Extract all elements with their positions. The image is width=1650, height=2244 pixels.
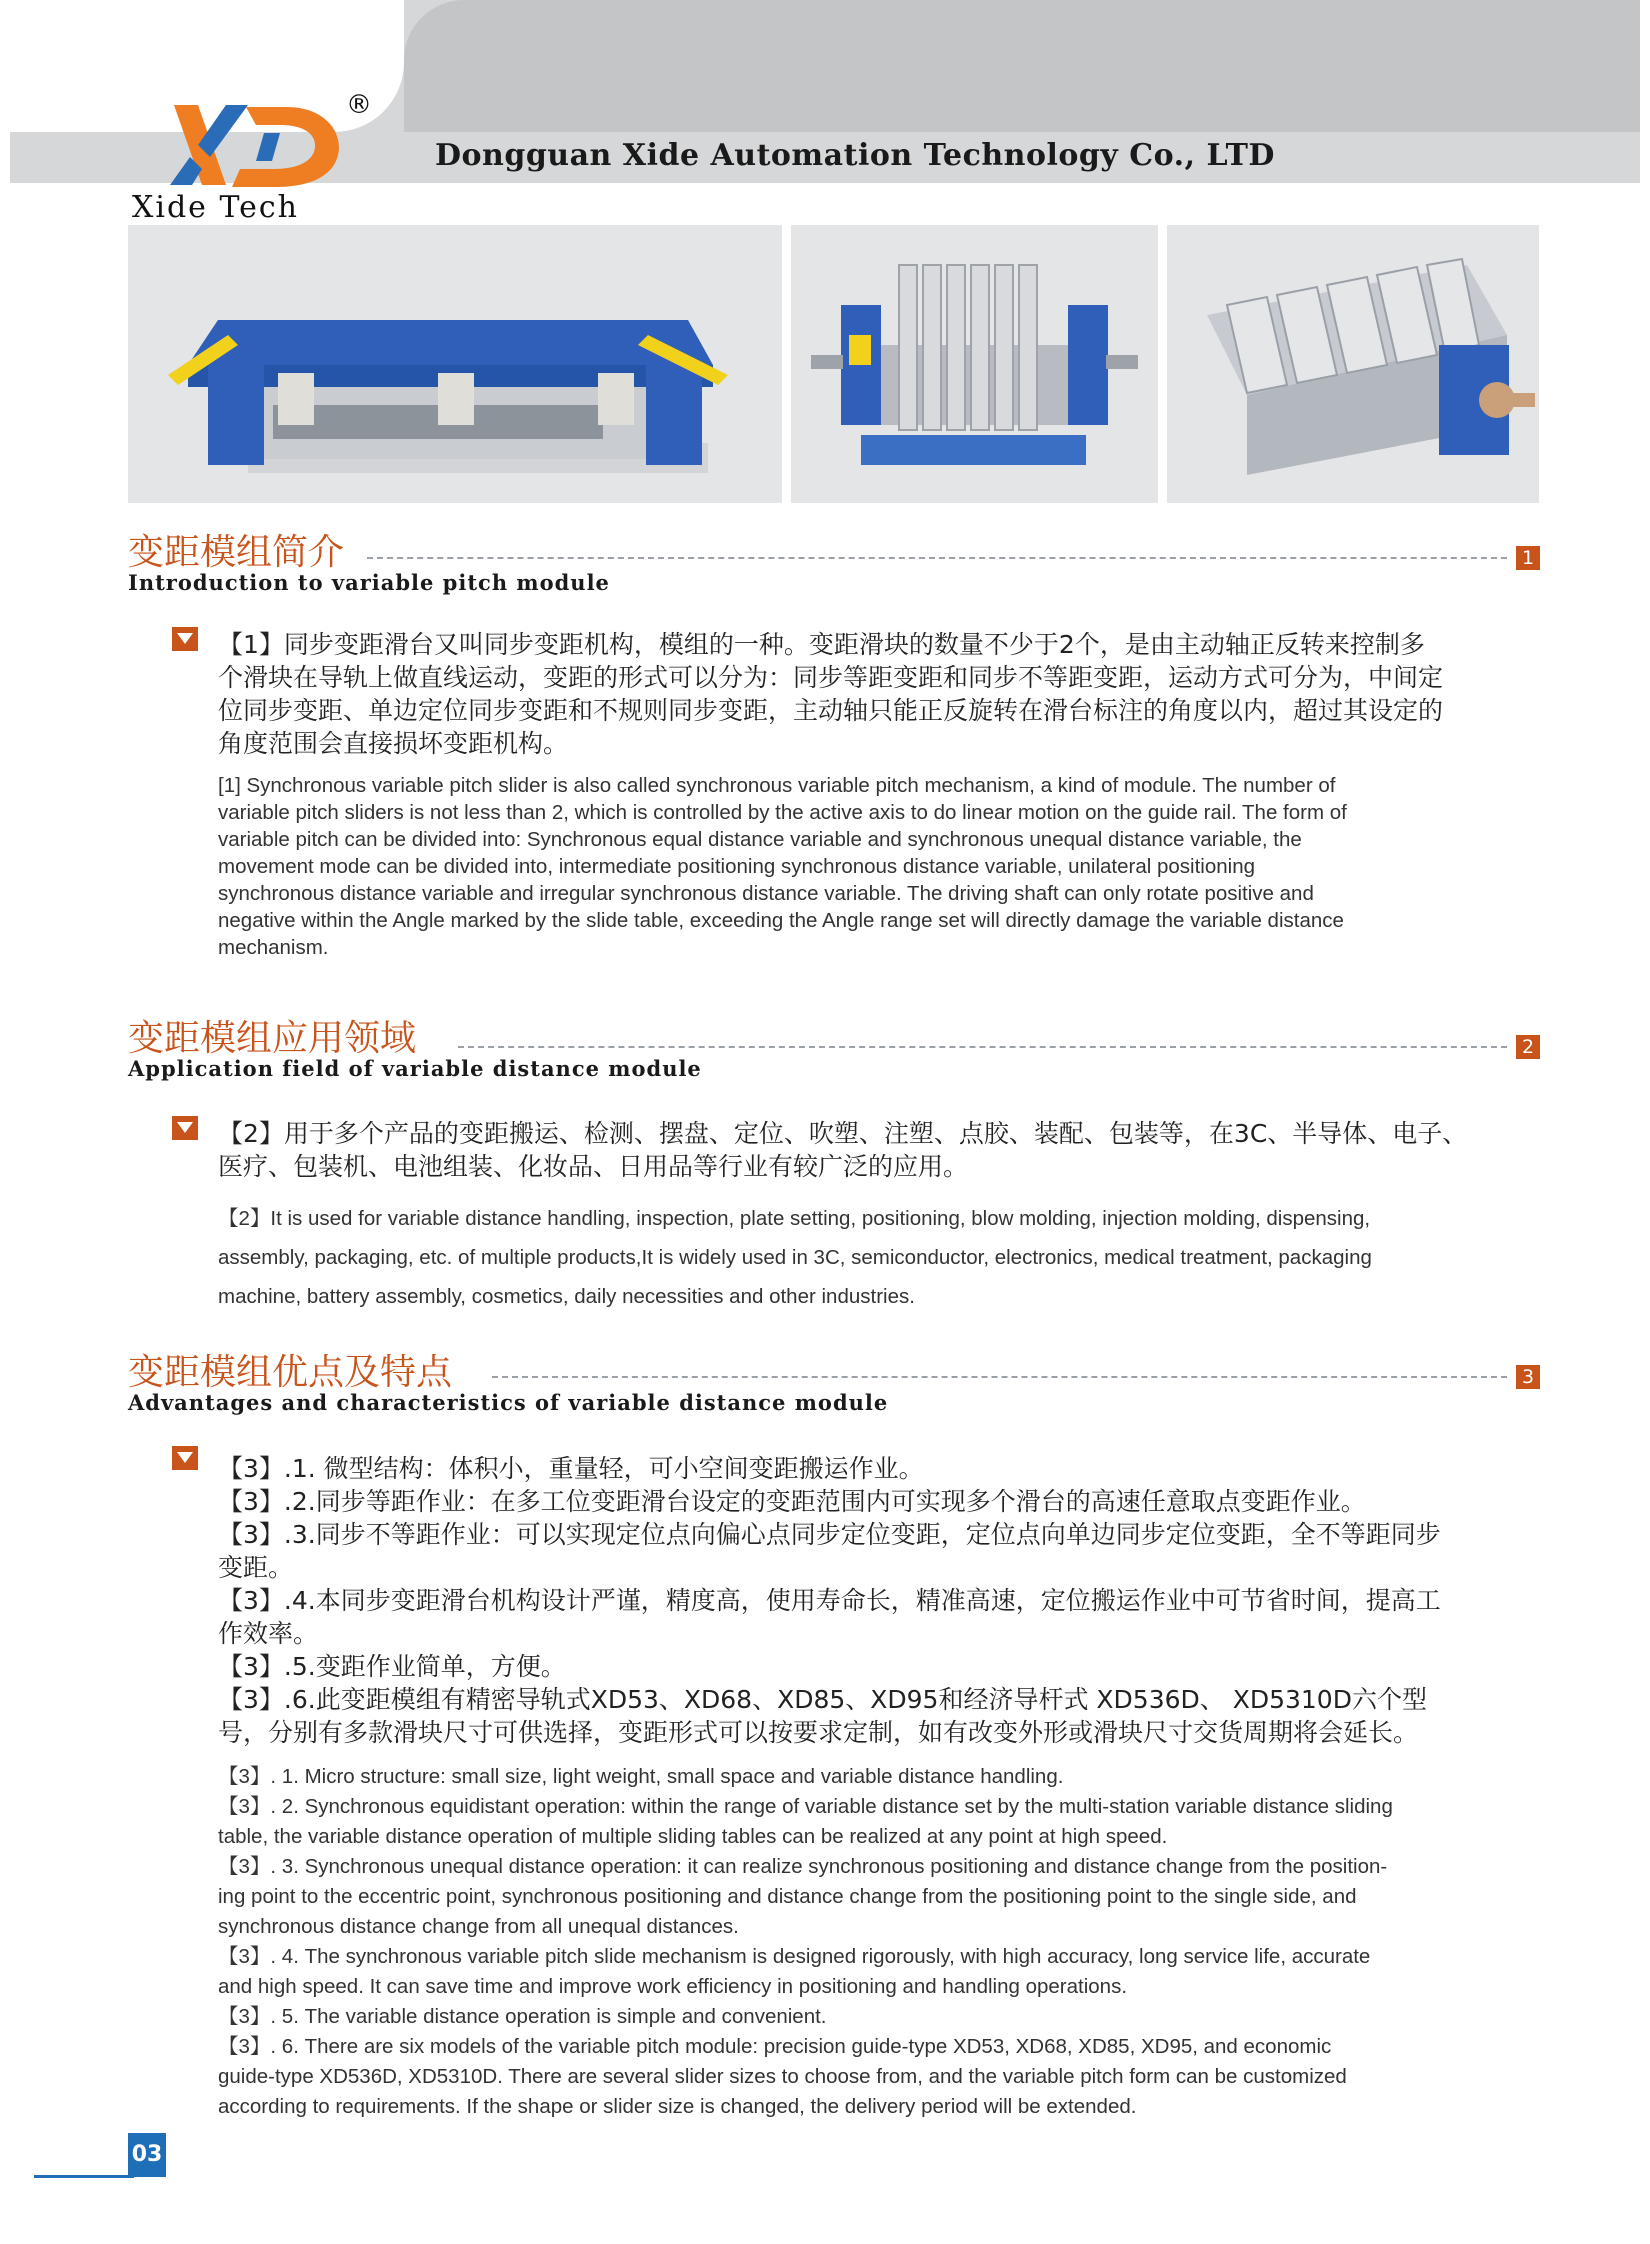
section-1-english-text: [1] Synchronous variable pitch slider is also called synchronous variable pitch mechanism, a kind of module. The number of variable pitch sliders is not less than 2, which is controlled by the active axis to do linear motion on the guide rail. The form of variable pitch can be divided into: Synchronous equal distance variable and synchronous unequal distance variable, the movement mode can be divided into, intermediate positioning synchronous distance variable, unilateral positioning synchronous distance variable and irregular synchronous distance variable. The driving shaft can only rotate positive and negative within the Angle marked by the slide table, exceeding the Angle range set will directly damage the variable distance mechanism. bbox=[218, 774, 1347, 959]
section-3-title: 变距模组优点及特点 bbox=[128, 1352, 453, 1393]
section-1-divider bbox=[367, 557, 1507, 559]
section-2-english-text: 【2】It is used for variable distance handling, inspection, plate setting, positioning, blow molding, injection molding, dispensing, assembly, packaging, etc. of multiple products,It is widely used in 3C, semiconductor, electronics, medical treatment, packaging machine, battery assembly, cosmetics, daily necessities and other industries. bbox=[218, 1207, 1372, 1308]
company-name: Dongguan Xide Automation Technology Co., LTD bbox=[435, 138, 1275, 173]
section-3-english-text: 【3】. 1. Micro structure: small size, light weight, small space and variable distance handling. 【3】. 2. Synchronous equidistant operation: within the range of variable distance set by the multi-station variable distance sliding table, the variable distance operation of multiple sliding tables can be realized at any point at high speed. 【3】. 3. Synchronous unequal distance operation: it can realize synchronous positioning and distance change from the position- ing point to the eccentric point, synchronous positioning and distance change from the positioning point to the single side, and synchronous distance change from all unequal distances. 【3】. 4. The synchronous variable pitch slide mechanism is designed rigorously, with high accuracy, long service life, accurate and high speed. It can save time and improve work efficiency in positioning and handling operations. 【3】. 5. The variable distance operation is simple and convenient. 【3】. 6. There are six models of the variable pitch module: precision guide-type XD53, XD68, XD85, XD95, and economic guide-type XD536D, XD5310D. There are several slider sizes to choose from, and the variable pitch form can be customized according to requirements. If the shape or slider size is changed, the delivery period will be extended. bbox=[218, 1765, 1393, 2118]
section-2-subtitle: Application field of variable distance module bbox=[128, 1056, 702, 1081]
section-1-title: 变距模组简介 bbox=[128, 532, 345, 573]
section-2-chinese-text: 【2】用于多个产品的变距搬运、检测、摆盘、定位、吹塑、注塑、点胶、装配、包装等，在3C、半导体、电子、 医疗、包装机、电池组装、化妆品、日用品等行业有较广泛的应用。 bbox=[218, 1119, 1468, 1181]
logo-text: Xide Tech bbox=[132, 190, 300, 225]
triangle-bullet-icon bbox=[172, 627, 198, 651]
product-photo-2 bbox=[791, 225, 1158, 503]
section-2-title: 变距模组应用领域 bbox=[128, 1018, 417, 1059]
product-photo-1 bbox=[128, 225, 782, 503]
triangle-bullet-icon bbox=[172, 1116, 198, 1140]
section-1-subtitle: Introduction to variable pitch module bbox=[128, 570, 610, 595]
section-3-subtitle: Advantages and characteristics of variable distance module bbox=[128, 1390, 889, 1415]
header-dark-band bbox=[404, 0, 1640, 132]
section-2-divider bbox=[458, 1046, 1507, 1048]
registered-mark: ® bbox=[346, 90, 372, 120]
section-3-divider bbox=[492, 1376, 1507, 1378]
page-number: 03 bbox=[128, 2133, 166, 2177]
section-1-number: 1 bbox=[1516, 546, 1540, 570]
section-1-chinese-text: 【1】同步变距滑台又叫同步变距机构，模组的一种。变距滑块的数量不少于2个，是由主动轴正反转来控制多 个滑块在导轨上做直线运动，变距的形式可以分为：同步等距变距和同步不等距变距，运动方式可分为，中间定 位同步变距、单边定位同步变距和不规则同步变距，主动轴只能正反旋转在滑台标注的角度以内，超过其设定的 角度范围会直接损坏变距机构。 bbox=[218, 630, 1444, 758]
footer-rule bbox=[34, 2175, 134, 2178]
section-2-number: 2 bbox=[1516, 1035, 1540, 1059]
section-3-number: 3 bbox=[1516, 1365, 1540, 1389]
product-photo-3 bbox=[1167, 225, 1539, 503]
company-logo bbox=[168, 95, 368, 195]
section-3-chinese-text: 【3】.1. 微型结构：体积小，重量轻，可小空间变距搬运作业。 【3】.2.同步等距作业：在多工位变距滑台设定的变距范围内可实现多个滑台的高速任意取点变距作业。 【3】.3.同步不等距作业：可以实现定位点向偏心点同步定位变距，定位点向单边同步定位变距，全不等距同步 变距。 【3】.4.本同步变距滑台机构设计严谨，精度高，使用寿命长，精准高速，定位搬运作业中可节省时间，提高工 作效率。 【3】.5.变距作业简单，方便。 【3】.6.此变距模组有精密导轨式XD53、XD68、XD85、XD95和经济导杆式 XD536D、 XD5310D六个型 号，分别有多款滑块尺寸可供选择，变距形式可以按要求定制，如有改变外形或滑块尺寸交货周期将会延长。 bbox=[218, 1454, 1441, 1747]
triangle-bullet-icon bbox=[172, 1446, 198, 1470]
